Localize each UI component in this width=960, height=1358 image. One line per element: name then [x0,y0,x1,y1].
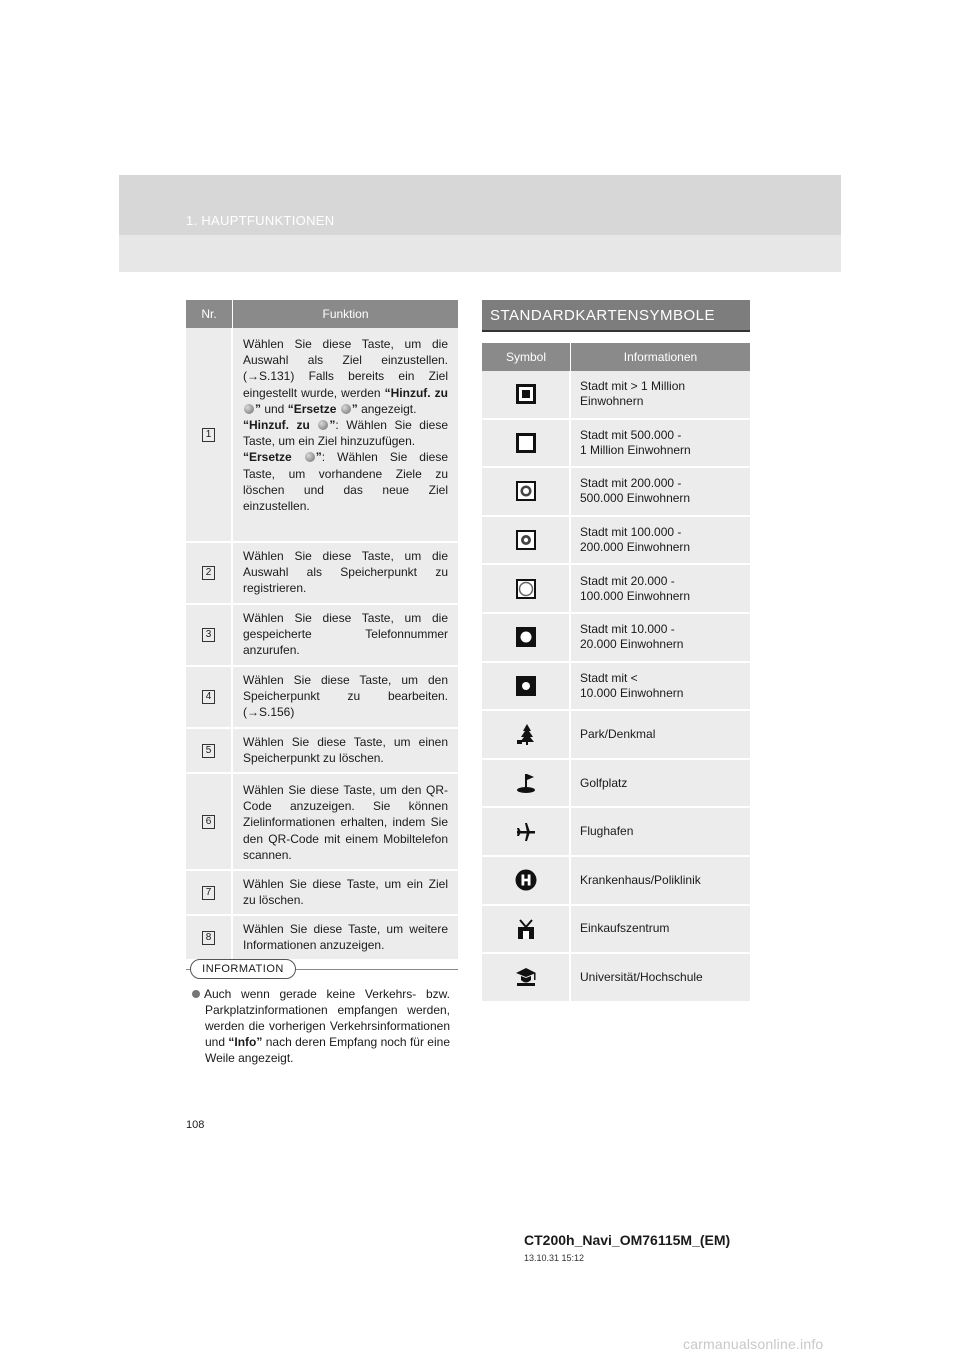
university-icon [515,966,537,988]
table-row [186,667,458,729]
symbol-info-line2: 20.000 Einwohnern [580,637,684,652]
city-under-10000-icon [515,675,537,697]
symbol-info: Golfplatz [580,775,628,790]
row-number: 3 [202,628,215,642]
row-number: 1 [202,428,215,442]
col-funktion-header: Funktion [322,307,369,321]
row-number: 7 [202,886,215,900]
symbol-info: Einkaufszentrum [580,921,670,936]
city-200000-500000-icon [515,480,537,502]
col-info-header: Informationen [623,350,698,364]
table-row [482,808,750,857]
city-500000-1-million-icon [515,432,537,454]
table-row [482,760,750,809]
symbol-info: Stadt mit 200.000 - [580,476,682,491]
chapter-title: 1. HAUPTFUNKTIONEN [186,213,335,228]
table-row [186,871,458,916]
destination-icon [244,404,254,414]
map-symbol-table-header [482,343,750,371]
symbol-info: Flughafen [580,824,634,839]
function-text: Wählen Sie diese Taste, um die Auswahl als Ziel einzustellen. (→S.131) Falls bereits ein Ziel eingestellt wurde, werden “Hinzuf. zu ” und “Ersetze ” angezeigt. “Hinzuf. zu ”: Wählen Sie diese Taste, um ein Ziel hinzuzufügen. “Ersetze ”: Wählen Sie diese Taste, um vorhandene Ziele zu löschen und das neue Ziel einzustellen. [243,337,448,514]
symbol-info: Stadt mit 10.000 - [580,622,675,637]
symbol-info-line2: 10.000 Einwohnern [580,685,684,700]
symbol-info-line2: 100.000 Einwohnern [580,588,691,603]
table-row [186,605,458,667]
table-row [186,328,458,543]
table-row [186,729,458,774]
table-row [482,954,750,1003]
symbol-info: Stadt mit 20.000 - [580,573,675,588]
function-table-header [186,300,458,328]
symbol-info-line2: Einwohnern [580,394,644,409]
airport-icon [515,821,537,843]
bullet-icon [192,990,200,998]
watermark: carmanualsonline.info [683,1336,824,1352]
table-row [482,614,750,663]
symbol-info-line2: 500.000 Einwohnern [580,491,691,506]
row-number: 6 [202,815,215,829]
col-symbol-header: Symbol [482,343,571,371]
table-row [482,371,750,420]
symbol-info: Krankenhaus/Poliklinik [580,872,701,887]
page-number: 108 [186,1119,205,1131]
information-text: Auch wenn gerade keine Verkehrs- bzw. Parkplatzinformationen empfangen werden, werden die vorherigen Verkehrsinformationen und “Info” nach deren Empfang noch für eine Weile angezeigt. [192,986,450,1066]
symbol-info: Universität/Hochschule [580,969,703,984]
function-text: Wählen Sie diese Taste, um den Speicherpunkt zu bearbeiten. (→S.156) [243,673,448,720]
map-symbol-table [482,343,750,1003]
print-timestamp: 13.10.31 15:12 [524,1253,585,1263]
park-monument-icon [515,723,537,745]
city-100000-200000-icon [515,529,537,551]
symbol-info: Stadt mit > 1 Million [580,379,686,394]
function-table [186,300,458,961]
row-number: 2 [202,566,215,580]
symbol-info: Stadt mit 100.000 - [580,525,682,540]
destination-icon [341,404,351,414]
table-row [482,420,750,469]
table-row [186,543,458,605]
table-row [482,565,750,614]
symbol-info-line2: 200.000 Einwohnern [580,540,691,555]
symbol-info: Stadt mit < [580,670,638,685]
table-row [482,663,750,712]
table-row [482,906,750,955]
shopping-center-icon [515,918,537,940]
city-over-1-million-icon [515,383,537,405]
symbol-info-line2: 1 Million Einwohnern [580,442,691,457]
golf-course-icon [515,772,537,794]
city-20000-100000-icon [515,578,537,600]
header-band-lower [119,235,841,272]
row-number: 8 [202,931,215,945]
function-text: Wählen Sie diese Taste, um die Auswahl als Speicherpunkt zu registrieren. [243,549,448,596]
function-text: Wählen Sie diese Taste, um den QR-Code anzuzeigen. Sie können Zielinformationen erhalten, indem Sie den QR-Code mit einem Mobiltelefon scannen. [243,783,448,862]
destination-icon [305,452,315,462]
table-row [482,857,750,906]
table-row [482,711,750,760]
document-id: CT200h_Navi_OM76115M_(EM) [524,1232,731,1248]
symbol-info: Park/Denkmal [580,726,656,741]
function-text: Wählen Sie diese Taste, um ein Ziel zu löschen. [243,877,448,908]
destination-icon [318,420,328,430]
row-number: 5 [202,744,215,758]
symbol-info: Stadt mit 500.000 - [580,427,682,442]
col-nr-header: Nr. [186,300,233,328]
section-title: STANDARDKARTENSYMBOLE [482,300,750,332]
information-badge: INFORMATION [190,959,296,979]
row-number: 4 [202,690,215,704]
hospital-icon [515,869,537,891]
function-text: Wählen Sie diese Taste, um weitere Informationen anzuzeigen. [243,922,448,953]
table-row [186,916,458,961]
table-row [186,774,458,871]
function-text: Wählen Sie diese Taste, um die gespeicherte Telefonnummer anzurufen. [243,611,448,658]
function-text: Wählen Sie diese Taste, um einen Speicherpunkt zu löschen. [243,735,448,766]
table-row [482,517,750,566]
city-10000-20000-icon [515,626,537,648]
table-row [482,468,750,517]
